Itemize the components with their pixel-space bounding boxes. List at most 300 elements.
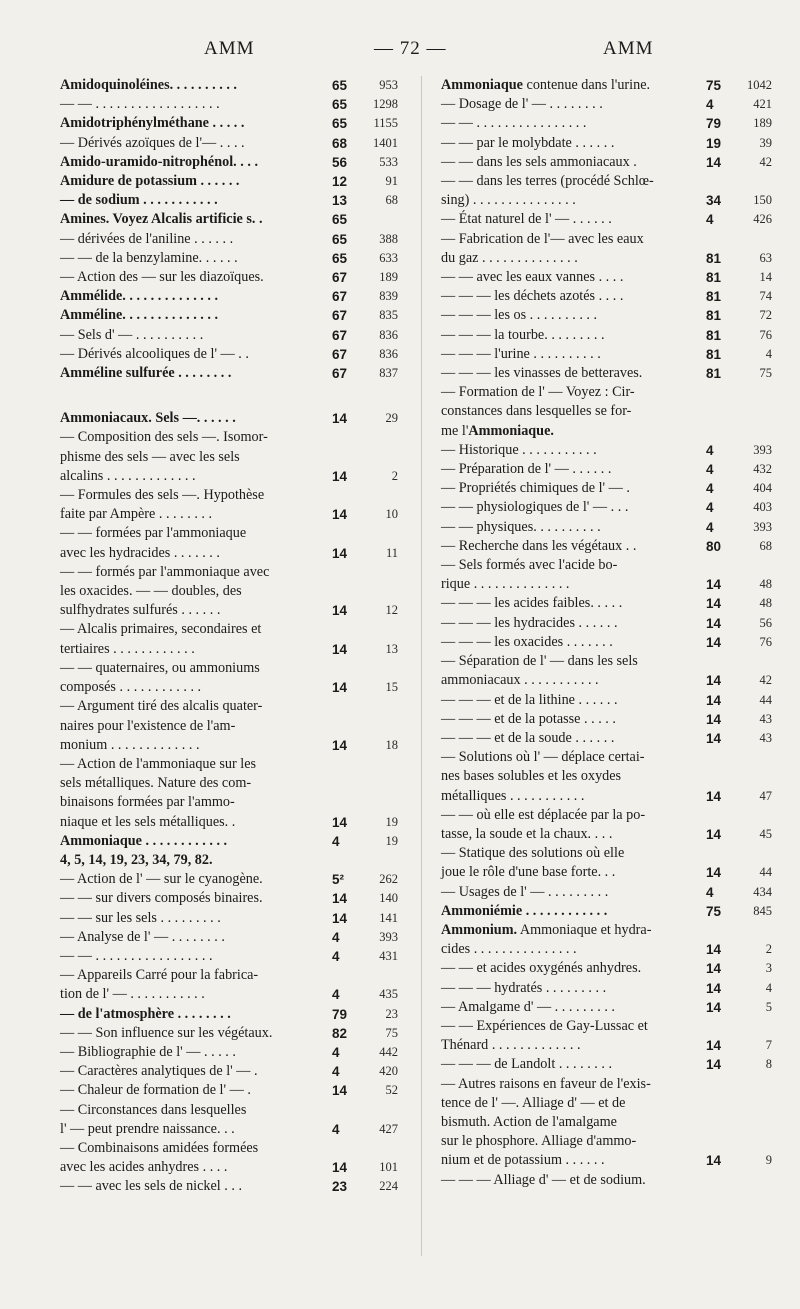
entry-page: 75: [759, 366, 772, 381]
entry-text: Amidoquinoléines. . . . . . . . . .: [60, 77, 237, 93]
entry-page: 427: [379, 1121, 398, 1136]
index-entry: [60, 640, 398, 659]
entry-volume: 4: [706, 519, 714, 535]
entry-page: 140: [379, 891, 398, 906]
entry-volume: 4: [706, 462, 714, 478]
entry-text: cides . . . . . . . . . . . . . . .: [441, 941, 577, 958]
entry-volume: 4: [332, 1044, 340, 1060]
index-entry: [60, 524, 398, 543]
entry-text: Amines. Voyez Alcalis artificie s. .: [60, 211, 263, 228]
entry-text: Ammoniémie . . . . . . . . . . . .: [441, 902, 608, 919]
entry-volume: 65: [332, 116, 348, 132]
entry-text: — Séparation de l' — dans les sels: [441, 653, 638, 670]
index-entry: [60, 326, 398, 345]
entry-volume: 14: [706, 615, 722, 631]
index-entry: [441, 441, 772, 460]
index-entry: [441, 998, 772, 1017]
entry-page: 47: [759, 788, 772, 803]
entry-page: 4: [765, 346, 772, 361]
entry-text: — Caractères analytiques de l' — .: [60, 1063, 258, 1080]
index-entry: [60, 966, 398, 985]
index-entry: [441, 518, 772, 537]
entry-text: — — . . . . . . . . . . . . . . . .: [441, 115, 587, 132]
entry-page: 403: [753, 500, 772, 515]
entry-page: 150: [753, 193, 772, 208]
index-entry: [60, 774, 398, 793]
index-entry: [60, 582, 398, 601]
index-entry: [60, 851, 398, 870]
index-entry: [60, 697, 398, 716]
entry-page: 431: [379, 948, 398, 963]
entry-volume: 65: [332, 78, 348, 93]
header-left: AMM: [204, 38, 255, 59]
entry-page: 14: [759, 270, 772, 285]
entry-volume: 4: [706, 212, 714, 228]
index-entry: [441, 902, 772, 921]
entry-page: 836: [379, 346, 398, 361]
entry-page: 388: [379, 231, 398, 246]
entry-volume: 67: [332, 327, 348, 343]
index-entry: [441, 172, 772, 191]
entry-volume: 14: [332, 468, 348, 484]
index-entry: [441, 1094, 772, 1113]
index-entry: [441, 825, 772, 844]
page-number: — 72 —: [374, 38, 447, 59]
entry-page: 1401: [373, 135, 398, 150]
entry-page: 189: [379, 270, 398, 285]
entry-volume: 81: [706, 250, 722, 266]
entry-page: 836: [379, 327, 398, 342]
entry-text: — Analyse de l' — . . . . . . . .: [60, 928, 225, 945]
entry-volume: 81: [706, 270, 722, 286]
entry-page: 426: [753, 212, 772, 227]
index-entry: [441, 249, 772, 268]
entry-text: — Solutions où l' — déplace certai-: [441, 749, 645, 766]
entry-text: nes bases solubles et les oxydes: [441, 768, 622, 785]
index-entry: [60, 601, 398, 620]
entry-volume: 14: [706, 730, 722, 746]
index-entry: [60, 736, 398, 755]
index-entry: [60, 889, 398, 908]
entry-volume: 14: [332, 411, 348, 427]
index-entry: [441, 652, 772, 671]
entry-page: 11: [385, 545, 398, 560]
entry-text: métalliques . . . . . . . . . . .: [441, 787, 585, 804]
entry-page: 435: [379, 987, 398, 1002]
index-entry: [441, 806, 772, 825]
entry-volume: 4: [332, 987, 340, 1003]
entry-page: 91: [385, 174, 398, 189]
entry-text: tion de l' — . . . . . . . . . . .: [60, 986, 205, 1003]
entry-volume: 4: [706, 500, 714, 516]
entry-text: tertiaires . . . . . . . . . . . .: [60, 640, 195, 657]
entry-text: — — physiques. . . . . . . . . .: [441, 518, 601, 535]
index-entry: [60, 1043, 398, 1062]
entry-text: — — — les hydracides . . . . . .: [441, 614, 618, 631]
entry-text: sulfhydrates sulfurés . . . . . .: [60, 602, 221, 619]
entry-page: 845: [753, 903, 772, 918]
entry-volume: 67: [332, 366, 348, 382]
entry-volume: 81: [706, 308, 722, 324]
entry-text: — Fabrication de l'— avec les eaux: [441, 230, 644, 247]
entry-page: 7: [765, 1038, 772, 1053]
index-entry: [441, 287, 772, 306]
index-entry: [60, 95, 398, 114]
index-entry: [60, 191, 398, 210]
index-entry: [60, 428, 398, 447]
entry-text: — Usages de l' — . . . . . . . . .: [441, 883, 609, 900]
index-entry: [441, 230, 772, 249]
index-entry: [441, 594, 772, 613]
entry-headword: Ammoniaque.: [468, 422, 554, 439]
entry-volume: 12: [332, 174, 348, 190]
entry-text: Amméline sulfurée . . . . . . . .: [60, 365, 232, 382]
entry-page: 442: [379, 1044, 398, 1059]
index-entry: [441, 940, 772, 959]
entry-text: Amido-uramido-nitrophénol. . . .: [60, 153, 258, 170]
entry-page: 44: [759, 692, 772, 707]
index-entry: [441, 710, 772, 729]
entry-text: — de l'atmosphère . . . . . . . .: [60, 1005, 231, 1022]
index-entry: [441, 1132, 772, 1151]
index-entry: [441, 326, 772, 345]
index-column-left: [60, 76, 398, 1197]
entry-volume: 75: [706, 78, 722, 93]
entry-volume: 14: [706, 980, 722, 996]
entry-text: — Composition des sels —. Isomor-: [60, 429, 268, 446]
index-entry: [60, 210, 398, 229]
entry-text: sur le phosphore. Alliage d'ammo-: [441, 1133, 637, 1150]
entry-page: 43: [759, 711, 772, 726]
entry-text: — Dosage de l' — . . . . . . . .: [441, 96, 603, 113]
entry-volume: 14: [332, 814, 348, 830]
index-entry: [441, 1036, 772, 1055]
entry-page: 141: [379, 910, 398, 925]
entry-text: — Alcalis primaires, secondaires et: [60, 621, 262, 638]
index-entry: [60, 717, 398, 736]
entry-text: Ammélide. . . . . . . . . . . . . .: [60, 288, 219, 305]
entry-volume: 19: [706, 135, 722, 151]
entry-text: sels métalliques. Nature des com-: [60, 775, 252, 792]
entry-page: 1298: [373, 97, 398, 112]
index-entry: [441, 422, 772, 441]
index-entry: [441, 1075, 772, 1094]
index-entry: [441, 883, 772, 902]
index-entry: [441, 383, 772, 402]
entry-volume: 14: [706, 577, 722, 593]
entry-volume: 68: [332, 135, 348, 151]
index-entry: [441, 364, 772, 383]
entry-page: 63: [759, 250, 772, 265]
entry-page: 43: [759, 730, 772, 745]
entry-page: 76: [759, 634, 772, 649]
entry-page: 835: [379, 308, 398, 323]
entry-text: — Action de l' — sur le cyanogène.: [60, 871, 263, 888]
index-entry: [60, 306, 398, 325]
index-entry: [60, 544, 398, 563]
entry-text: Ammonium. Ammoniaque et hydra-: [441, 921, 652, 938]
entry-page: 19: [385, 814, 398, 829]
index-entry: [60, 114, 398, 133]
entry-text: — — formées par l'ammoniaque: [60, 525, 247, 542]
index-entry: [60, 985, 398, 1004]
entry-text: — Historique . . . . . . . . . . .: [441, 441, 597, 458]
index-entry: [441, 114, 772, 133]
entry-text: — Statique des solutions où elle: [441, 845, 625, 862]
index-entry: [60, 134, 398, 153]
entry-volume: 81: [706, 327, 722, 343]
index-entry: [60, 793, 398, 812]
entry-volume: 14: [332, 1083, 348, 1099]
running-header: [0, 38, 800, 64]
index-entry: [60, 172, 398, 191]
entry-page: 52: [385, 1083, 398, 1098]
entry-volume: 4: [332, 1121, 340, 1137]
entry-text: du gaz . . . . . . . . . . . . . .: [441, 249, 578, 266]
entry-volume: 14: [706, 711, 722, 727]
index-entry: [60, 249, 398, 268]
entry-text: sing) . . . . . . . . . . . . . . .: [441, 192, 576, 209]
entry-volume: 75: [706, 903, 722, 919]
entry-text: — — — et de la lithine . . . . . .: [441, 691, 618, 708]
entry-text: Thénard . . . . . . . . . . . . .: [441, 1037, 581, 1054]
entry-page: 76: [759, 327, 772, 342]
entry-volume: 4: [332, 833, 340, 849]
entry-volume: 14: [332, 891, 348, 907]
entry-volume: 13: [332, 193, 348, 209]
entry-volume: 4: [706, 884, 714, 900]
entry-text: — Appareils Carré pour la fabrica-: [60, 967, 259, 984]
entry-text: — — quaternaires, ou ammoniums: [60, 659, 260, 676]
entry-volume: 14: [706, 826, 722, 842]
entry-volume: 14: [706, 1153, 722, 1169]
index-entry: [60, 659, 398, 678]
entry-text: — — . . . . . . . . . . . . . . . . .: [60, 947, 213, 964]
index-entry: [441, 556, 772, 575]
entry-page: 10: [385, 507, 398, 522]
entry-page: 837: [379, 366, 398, 381]
entry-text: — — sur les sels . . . . . . . . .: [60, 909, 221, 926]
entry-volume: 14: [332, 603, 348, 619]
entry-page: 45: [759, 826, 772, 841]
entry-text: — Préparation de l' — . . . . . .: [441, 461, 612, 478]
entry-page: 56: [759, 615, 772, 630]
index-entry: [441, 76, 772, 95]
entry-text: ammoniacaux . . . . . . . . . . .: [441, 672, 599, 689]
index-entry: [441, 959, 772, 978]
entry-page: 19: [385, 833, 398, 848]
entry-volume: 34: [706, 193, 722, 209]
entry-volume: 65: [332, 250, 348, 266]
entry-text: — Formules des sels —. Hypothèse: [60, 487, 265, 504]
index-entry: [441, 575, 772, 594]
entry-page: 393: [379, 929, 398, 944]
entry-page: 404: [753, 481, 772, 496]
entry-text: — — physiologiques de l' — . . .: [441, 499, 629, 516]
index-entry: [441, 134, 772, 153]
entry-text: — — avec les eaux vannes . . . .: [441, 269, 624, 286]
entry-page: 420: [379, 1064, 398, 1079]
entry-text: — Amalgame d' — . . . . . . . . .: [441, 998, 615, 1015]
entry-text: rique . . . . . . . . . . . . . .: [441, 576, 570, 593]
entry-text: — — — les déchets azotés . . . .: [441, 288, 624, 305]
entry-volume: 65: [332, 212, 348, 228]
entry-volume: 79: [706, 116, 722, 132]
entry-text: Amméline. . . . . . . . . . . . . .: [60, 307, 219, 324]
index-entry: [60, 947, 398, 966]
index-entry: [60, 1101, 398, 1120]
entry-volume: 14: [706, 942, 722, 958]
index-entry: [441, 1113, 772, 1132]
entry-text: Ammoniacaux. Sels —. . . . . .: [60, 410, 236, 427]
entry-volume: 65: [332, 97, 348, 113]
entry-text: — Action de l'ammoniaque sur les: [60, 755, 257, 772]
entry-text: naires pour l'existence de l'am-: [60, 717, 236, 734]
index-entry: [441, 1017, 772, 1036]
entry-page: 29: [385, 411, 398, 426]
entry-page: 421: [753, 97, 772, 112]
index-entry: [60, 287, 398, 306]
entry-volume: 67: [332, 289, 348, 305]
index-entry: [441, 95, 772, 114]
entry-page: 13: [385, 641, 398, 656]
entry-volume: 4: [332, 1064, 340, 1080]
entry-text: avec les hydracides . . . . . . .: [60, 544, 220, 561]
entry-page: 262: [379, 872, 398, 887]
entry-page: 68: [385, 193, 398, 208]
index-entry: [60, 1158, 398, 1177]
entry-text: — — et acides oxygénés anhydres.: [441, 960, 642, 977]
entry-text: — — — les oxacides . . . . . . .: [441, 633, 613, 650]
entry-headword: Ammonium.: [441, 921, 518, 938]
entry-text: alcalins . . . . . . . . . . . . .: [60, 467, 196, 484]
entry-page: 48: [759, 577, 772, 592]
entry-text: Ammoniaque . . . . . . . . . . . .: [60, 832, 228, 849]
entry-volume: 81: [706, 289, 722, 305]
entry-volume: 14: [706, 596, 722, 612]
entry-text: Ammoniaque contenue dans l'urine.: [441, 77, 651, 93]
index-entry: [441, 691, 772, 710]
entry-text: — — où elle est déplacée par la po-: [441, 806, 646, 823]
index-entry: [60, 345, 398, 364]
entry-text: phisme des sels — avec les sels: [60, 448, 240, 465]
index-entry: [441, 210, 772, 229]
entry-text: — Bibliographie de l' — . . . . .: [60, 1043, 236, 1060]
entry-text: — — de la benzylamine. . . . . .: [60, 249, 238, 266]
index-entry: [441, 479, 772, 498]
entry-text: — — — et de la soude . . . . . .: [441, 729, 615, 746]
entry-volume: 14: [706, 961, 722, 977]
entry-page: 1042: [747, 78, 772, 92]
index-entry: [60, 1062, 398, 1081]
entry-text: — Recherche dans les végétaux . .: [441, 537, 637, 554]
index-entry: [441, 268, 772, 287]
entry-page: 3: [765, 961, 772, 976]
entry-text: — — dans les terres (procédé Schlœ-: [441, 173, 654, 190]
index-entry: [441, 979, 772, 998]
entry-text: joue le rôle d'une base forte. . .: [441, 864, 616, 881]
index-entry: [441, 614, 772, 633]
index-entry: [60, 678, 398, 697]
entry-text: — dérivées de l'aniline . . . . . .: [60, 230, 234, 247]
entry-page: 101: [379, 1160, 398, 1175]
header-right: AMM: [603, 38, 654, 59]
entry-text: me l'Ammoniaque.: [441, 422, 554, 439]
entry-text: niaque et les sels métalliques. .: [60, 813, 236, 830]
entry-page: 2: [391, 468, 398, 483]
index-entry: [60, 1024, 398, 1043]
entry-page: 4: [765, 980, 772, 995]
entry-text: — Autres raisons en faveur de l'exis-: [441, 1075, 651, 1092]
index-entry: [441, 767, 772, 786]
entry-text: Amidure de potassium . . . . . .: [60, 173, 240, 190]
index-entry: [60, 563, 398, 582]
entry-text: monium . . . . . . . . . . . . .: [60, 736, 200, 753]
index-entry: [441, 306, 772, 325]
entry-text: tence de l' —. Alliage d' — et de: [441, 1094, 626, 1111]
entry-text: — — avec les sels de nickel . . .: [60, 1178, 243, 1195]
index-entry: [60, 1120, 398, 1139]
entry-page: 23: [385, 1006, 398, 1021]
entry-page: 12: [385, 603, 398, 618]
index-entry: [60, 486, 398, 505]
entry-page: 393: [753, 519, 772, 534]
entry-text: — — . . . . . . . . . . . . . . . . . .: [60, 96, 220, 113]
entry-text: — Circonstances dans lesquelles: [60, 1101, 247, 1118]
entry-text: — — — l'urine . . . . . . . . . .: [441, 345, 601, 362]
entry-text: — — formés par l'ammoniaque avec: [60, 563, 270, 580]
index-entry: [60, 755, 398, 774]
index-entry: [60, 1177, 398, 1196]
index-entry: [60, 1005, 398, 1024]
index-entry: [441, 671, 772, 690]
entry-page: 48: [759, 596, 772, 611]
entry-volume: 80: [706, 538, 722, 554]
entry-text: — — sur divers composés binaires.: [60, 890, 263, 907]
entry-volume: 14: [332, 910, 348, 926]
entry-volume: 14: [706, 154, 722, 170]
column-divider: [421, 76, 422, 1256]
entry-volume: 14: [332, 1160, 348, 1176]
index-entry: [441, 460, 772, 479]
index-entry: [441, 498, 772, 517]
entry-text: avec les acides anhydres . . . .: [60, 1159, 228, 1176]
index-entry: [60, 364, 398, 383]
entry-volume: 67: [332, 346, 348, 362]
entry-volume: 14: [706, 692, 722, 708]
entry-text: — Sels d' — . . . . . . . . . .: [60, 326, 204, 343]
index-entry: [60, 467, 398, 486]
index-entry: [60, 870, 398, 889]
entry-text: — — — la tourbe. . . . . . . . .: [441, 326, 605, 343]
entry-volume: 81: [706, 346, 722, 362]
entry-volume: 14: [332, 545, 348, 561]
entry-volume: 79: [332, 1006, 348, 1022]
index-entry: [60, 620, 398, 639]
entry-page: 15: [385, 680, 398, 695]
index-entry: [441, 844, 772, 863]
index-entry: [441, 402, 772, 421]
entry-volume: 14: [706, 865, 722, 881]
entry-volume: 65: [332, 231, 348, 247]
index-entry: [441, 787, 772, 806]
entry-page: 432: [753, 462, 772, 477]
entry-volume: 4: [332, 948, 340, 964]
index-entry: [441, 153, 772, 172]
entry-text: les oxacides. — — doubles, des: [60, 583, 242, 600]
entry-page: 44: [759, 865, 772, 880]
entry-volume: 4: [706, 481, 714, 497]
